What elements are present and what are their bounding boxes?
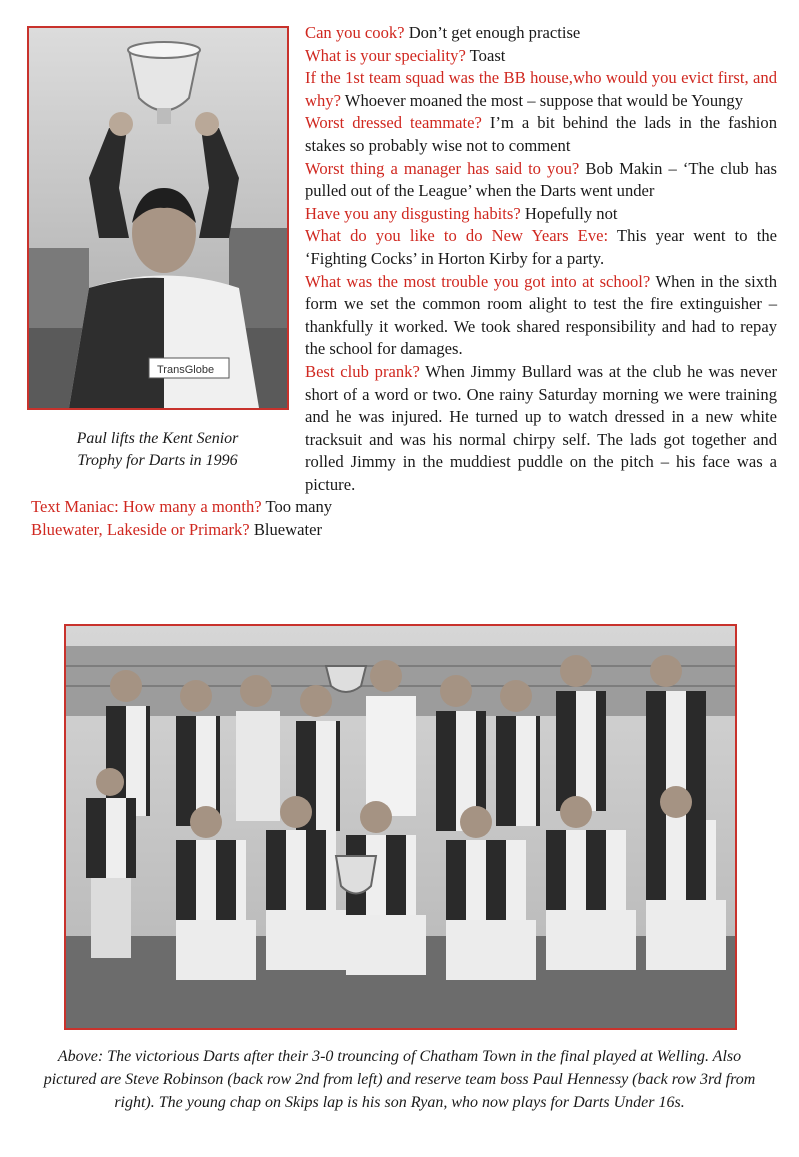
caption-line: Paul lifts the Kent Senior [76, 430, 239, 447]
caption-line: Trophy for Darts in 1996 [77, 452, 238, 469]
qa-item [0, 519, 799, 542]
trophy-photo-image [29, 28, 287, 408]
team-photo [64, 624, 737, 1030]
qa-answer: When Jimmy Bullard was at the club he was never short of a word or two. One rainy Saturday morning we were training and he was injured. He turned up to watch dressed in a new white tracksuit and was his normal chirpy self. The lads got together and rolled Jimmy in the muddiest puddle on the pitch – his face was a picture. [305, 361, 777, 494]
qa-question: Can you cook? [305, 23, 405, 42]
qa-question: What is your speciality? [305, 45, 466, 65]
qa-question: What do you like to do New Years Eve: [305, 226, 609, 246]
qa-answer: Don’t get enough practise [404, 23, 581, 42]
qa-answer: Whoever moaned the most – suppose that would be Youngy [340, 90, 744, 110]
qa-answer: This year went to the ‘Fighting Cocks’ in Horton Kirby for a party. [305, 226, 777, 268]
qa-answer: Toast [465, 45, 506, 65]
qa-question: If the 1st team squad was the BB house,who would you evict first, and why? [305, 68, 777, 110]
qa-question: Worst thing a manager has said to you? [305, 158, 580, 178]
qa-answer: Bluewater [249, 520, 323, 540]
qa-item [0, 496, 799, 519]
team-photo-caption: Above: The victorious Darts after their 3-0 trouncing of Chatham Town in the final played at Welling. Also pictured are Steve Robinson (back row 2nd from left) and reserve team boss Paul Hennessy (back row 3rd from right). The young chap on Skips lap is his son Ryan, who now plays for Darts Under 16s. [43, 1048, 756, 1111]
team-photo-image [66, 626, 735, 1028]
qa-answer: When in the sixth form we set the common room alight to test the fire extinguisher – thankfully it worked. We took shared responsibility and had to repay the school for damages. [305, 271, 777, 359]
qa-answer: I’m a bit behind the lads in the fashion stakes so probably wise not to comment [305, 113, 777, 155]
qa-question: What was the most trouble you got into at school? [305, 271, 651, 291]
qa-question: Bluewater, Lakeside or Primark? [31, 520, 250, 540]
qa-question: Best club prank? [305, 361, 420, 381]
qa-answer: Too many [261, 497, 333, 517]
qa-answer: Hopefully not [520, 203, 618, 223]
trophy-photo-caption [30, 428, 285, 472]
shirt-sponsor-text: TransGlobe [157, 364, 215, 376]
trophy-photo [27, 26, 289, 410]
qa-question: Have you any disgusting habits? [305, 203, 521, 223]
qa-answer: Bob Makin – ‘The club has pulled out of the League’ when the Darts went under [305, 158, 778, 201]
qa-question: Worst dressed teammate? [305, 113, 482, 133]
qa-question: Text Maniac: How many a month? [31, 497, 262, 517]
